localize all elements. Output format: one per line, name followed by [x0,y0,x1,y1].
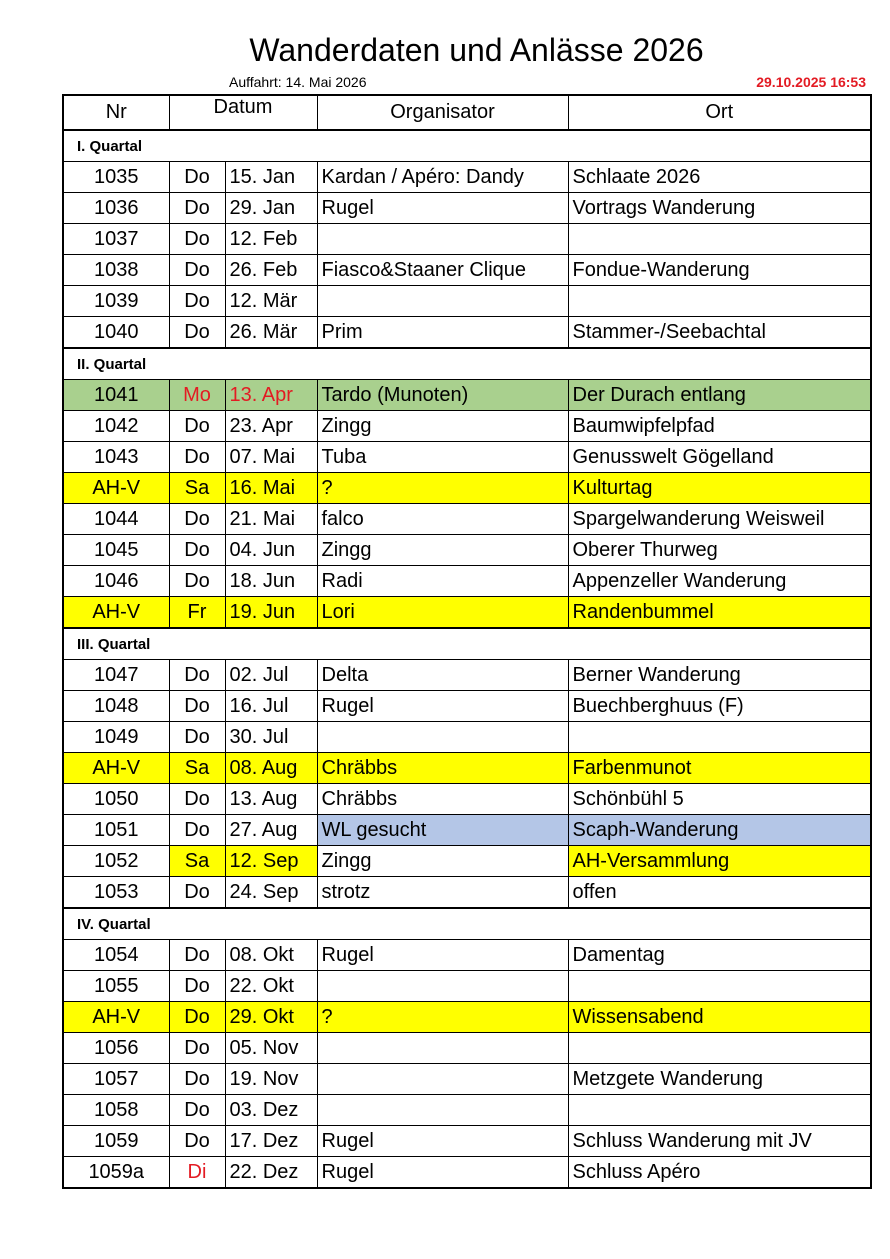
table-row [63,940,871,971]
cell-nr: 1056 [63,1033,169,1064]
table-row [63,1157,871,1189]
cell-org: Rugel [317,940,568,971]
cell-nr: 1035 [63,162,169,193]
table-row [63,317,871,349]
cell-ort: Stammer-/Seebachtal [568,317,871,349]
cell-ort: Berner Wanderung [568,660,871,691]
cell-nr: 1048 [63,691,169,722]
cell-day: Do [169,691,225,722]
table-row [63,1126,871,1157]
cell-date: 19. Nov [225,1064,317,1095]
cell-org: Lori [317,597,568,629]
cell-nr: AH-V [63,473,169,504]
cell-nr: AH-V [63,597,169,629]
cell-day: Do [169,162,225,193]
quarter-row [63,628,871,660]
cell-day: Do [169,1033,225,1064]
cell-ort: Schluss Wanderung mit JV [568,1126,871,1157]
cell-day: Do [169,504,225,535]
cell-nr: 1040 [63,317,169,349]
cell-date: 12. Feb [225,224,317,255]
cell-org: Zingg [317,411,568,442]
cell-ort [568,971,871,1002]
cell-ort: AH-Versammlung [568,846,871,877]
table-row [63,846,871,877]
quarter-label: II. Quartal [63,348,871,380]
cell-nr: AH-V [63,753,169,784]
quarter-row [63,908,871,940]
cell-org [317,1095,568,1126]
cell-org: Kardan / Apéro: Dandy [317,162,568,193]
cell-org: WL gesucht [317,815,568,846]
cell-ort: Spargelwanderung Weisweil [568,504,871,535]
table-row [63,1064,871,1095]
table-row [63,877,871,909]
cell-day: Do [169,566,225,597]
cell-ort: Buechberghuus (F) [568,691,871,722]
cell-day: Fr [169,597,225,629]
cell-org: Rugel [317,1126,568,1157]
table-row [63,193,871,224]
cell-ort: Oberer Thurweg [568,535,871,566]
table-row [63,722,871,753]
cell-nr: 1051 [63,815,169,846]
cell-ort: Fondue-Wanderung [568,255,871,286]
cell-nr: 1047 [63,660,169,691]
cell-date: 12. Sep [225,846,317,877]
cell-org: Prim [317,317,568,349]
table-row [63,1002,871,1033]
cell-date: 21. Mai [225,504,317,535]
cell-date: 16. Mai [225,473,317,504]
cell-ort: Wissensabend [568,1002,871,1033]
cell-date: 17. Dez [225,1126,317,1157]
cell-org: Rugel [317,1157,568,1189]
cell-nr: 1058 [63,1095,169,1126]
cell-day: Do [169,877,225,909]
cell-day: Do [169,784,225,815]
col-nr: Nr [63,95,169,130]
timestamp: 29.10.2025 16:53 [756,74,866,90]
cell-date: 12. Mär [225,286,317,317]
cell-day: Di [169,1157,225,1189]
cell-org: Chräbbs [317,784,568,815]
cell-ort: Damentag [568,940,871,971]
header-row [63,95,871,130]
cell-day: Do [169,535,225,566]
cell-day: Do [169,224,225,255]
table-row [63,566,871,597]
table-row [63,1095,871,1126]
table-row [63,473,871,504]
cell-nr: 1052 [63,846,169,877]
cell-day: Do [169,442,225,473]
cell-nr: 1042 [63,411,169,442]
cell-nr: 1059a [63,1157,169,1189]
col-datum: Datum [169,95,317,130]
cell-org [317,1064,568,1095]
cell-ort: offen [568,877,871,909]
cell-ort: Baumwipfelpfad [568,411,871,442]
cell-ort: Schlaate 2026 [568,162,871,193]
cell-ort: Vortrags Wanderung [568,193,871,224]
cell-date: 02. Jul [225,660,317,691]
cell-day: Do [169,722,225,753]
cell-ort [568,1033,871,1064]
cell-ort [568,1095,871,1126]
cell-date: 22. Dez [225,1157,317,1189]
cell-org: ? [317,1002,568,1033]
table-row [63,971,871,1002]
cell-nr: 1059 [63,1126,169,1157]
cell-ort [568,224,871,255]
cell-day: Sa [169,473,225,504]
cell-ort: Schönbühl 5 [568,784,871,815]
cell-nr: 1053 [63,877,169,909]
cell-ort: Farbenmunot [568,753,871,784]
table-row [63,784,871,815]
cell-day: Do [169,940,225,971]
cell-day: Mo [169,380,225,411]
quarter-label: III. Quartal [63,628,871,660]
cell-nr: 1037 [63,224,169,255]
cell-nr: 1045 [63,535,169,566]
cell-ort: Randenbummel [568,597,871,629]
cell-day: Do [169,286,225,317]
cell-day: Do [169,1126,225,1157]
quarter-row [63,130,871,162]
cell-org [317,286,568,317]
cell-org: Rugel [317,691,568,722]
cell-day: Do [169,815,225,846]
cell-org: Zingg [317,535,568,566]
cell-nr: 1054 [63,940,169,971]
cell-org: Fiasco&Staaner Clique [317,255,568,286]
cell-ort: Scaph-Wanderung [568,815,871,846]
table-row [63,815,871,846]
cell-day: Do [169,317,225,349]
quarter-row [63,348,871,380]
cell-org: ? [317,473,568,504]
cell-day: Do [169,255,225,286]
cell-day: Do [169,971,225,1002]
quarter-label: I. Quartal [63,130,871,162]
cell-ort [568,722,871,753]
cell-date: 16. Jul [225,691,317,722]
cell-nr: 1057 [63,1064,169,1095]
cell-date: 05. Nov [225,1033,317,1064]
ascension-note: Auffahrt: 14. Mai 2026 [229,74,367,90]
table-row [63,504,871,535]
cell-org: Chräbbs [317,753,568,784]
cell-day: Do [169,660,225,691]
cell-org: Radi [317,566,568,597]
schedule-table [62,94,872,1189]
cell-date: 29. Okt [225,1002,317,1033]
cell-org: Zingg [317,846,568,877]
cell-nr: 1044 [63,504,169,535]
cell-nr: 1036 [63,193,169,224]
cell-org: Rugel [317,193,568,224]
cell-org: Tardo (Munoten) [317,380,568,411]
cell-date: 13. Apr [225,380,317,411]
cell-date: 24. Sep [225,877,317,909]
cell-ort: Appenzeller Wanderung [568,566,871,597]
table-row [63,442,871,473]
quarter-label: IV. Quartal [63,908,871,940]
cell-date: 22. Okt [225,971,317,1002]
cell-date: 30. Jul [225,722,317,753]
cell-nr: 1041 [63,380,169,411]
cell-nr: 1039 [63,286,169,317]
cell-ort: Kulturtag [568,473,871,504]
page-title: Wanderdaten und Anlässe 2026 [249,32,704,68]
cell-nr: 1050 [63,784,169,815]
cell-date: 19. Jun [225,597,317,629]
cell-date: 07. Mai [225,442,317,473]
table-row [63,753,871,784]
table-row [63,380,871,411]
cell-nr: 1049 [63,722,169,753]
cell-date: 03. Dez [225,1095,317,1126]
cell-date: 08. Aug [225,753,317,784]
cell-nr: 1038 [63,255,169,286]
cell-ort: Der Durach entlang [568,380,871,411]
table-row [63,411,871,442]
table-row [63,224,871,255]
cell-nr: 1055 [63,971,169,1002]
table-row [63,597,871,629]
cell-date: 26. Feb [225,255,317,286]
table-row [63,691,871,722]
cell-day: Sa [169,846,225,877]
cell-date: 08. Okt [225,940,317,971]
cell-org: Delta [317,660,568,691]
cell-nr: 1043 [63,442,169,473]
cell-org: Tuba [317,442,568,473]
cell-ort: Schluss Apéro [568,1157,871,1189]
cell-org: strotz [317,877,568,909]
cell-date: 29. Jan [225,193,317,224]
cell-ort: Genusswelt Gögelland [568,442,871,473]
table-row [63,535,871,566]
cell-ort: Metzgete Wanderung [568,1064,871,1095]
col-organisator: Organisator [317,95,568,130]
cell-date: 13. Aug [225,784,317,815]
col-ort: Ort [568,95,871,130]
cell-date: 15. Jan [225,162,317,193]
table-row [63,286,871,317]
cell-nr: 1046 [63,566,169,597]
cell-day: Do [169,1064,225,1095]
table-row [63,660,871,691]
table-row [63,255,871,286]
table-row [63,162,871,193]
cell-ort [568,286,871,317]
cell-date: 23. Apr [225,411,317,442]
cell-day: Sa [169,753,225,784]
cell-date: 27. Aug [225,815,317,846]
cell-org [317,224,568,255]
cell-org [317,722,568,753]
cell-date: 26. Mär [225,317,317,349]
table-row [63,1033,871,1064]
cell-date: 04. Jun [225,535,317,566]
cell-org: falco [317,504,568,535]
cell-day: Do [169,1095,225,1126]
cell-day: Do [169,193,225,224]
cell-nr: AH-V [63,1002,169,1033]
cell-org [317,971,568,1002]
cell-org [317,1033,568,1064]
cell-date: 18. Jun [225,566,317,597]
cell-day: Do [169,411,225,442]
cell-day: Do [169,1002,225,1033]
